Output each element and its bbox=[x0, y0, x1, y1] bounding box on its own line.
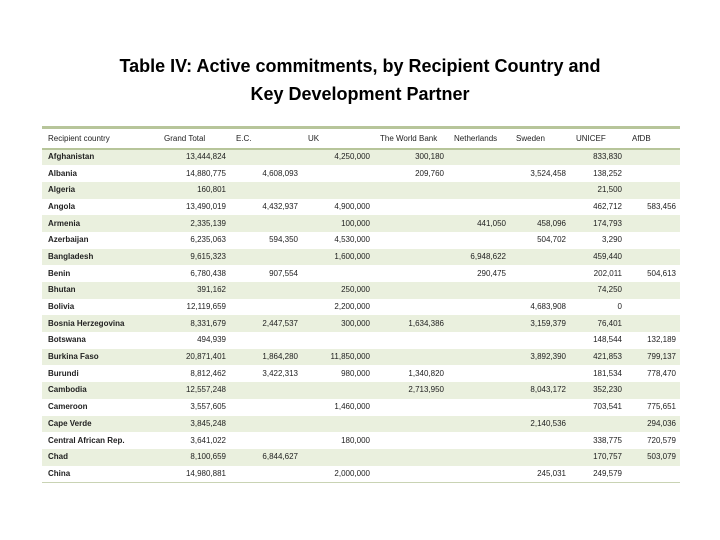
amount-cell: 4,900,000 bbox=[334, 201, 370, 211]
amount-cell: 458,096 bbox=[537, 218, 566, 228]
amount-cell: 594,350 bbox=[269, 235, 298, 245]
amount-cell bbox=[448, 432, 510, 449]
amount-cell: 170,757 bbox=[593, 452, 622, 462]
amount-cell: 12,557,248 bbox=[185, 385, 226, 395]
amount-cell bbox=[448, 466, 510, 483]
amount-cell bbox=[448, 232, 510, 249]
table-header-row bbox=[42, 128, 680, 149]
amount-cell bbox=[230, 182, 302, 199]
amount-cell: 421,853 bbox=[593, 352, 622, 362]
amount-cell bbox=[230, 215, 302, 232]
amount-cell: 8,043,172 bbox=[530, 385, 566, 395]
amount-cell: 132,189 bbox=[647, 335, 676, 345]
amount-cell: 202,011 bbox=[593, 268, 622, 278]
amount-cell: 76,401 bbox=[597, 318, 622, 328]
amount-cell bbox=[302, 449, 374, 466]
amount-cell bbox=[626, 282, 680, 299]
amount-cell bbox=[374, 199, 448, 216]
amount-cell: 778,470 bbox=[647, 368, 676, 378]
country-cell: Azerbaijan bbox=[48, 235, 89, 245]
amount-cell: 13,490,019 bbox=[185, 201, 226, 211]
amount-cell bbox=[626, 149, 680, 166]
country-cell: Algeria bbox=[48, 185, 76, 195]
amount-cell: 300,000 bbox=[341, 318, 370, 328]
amount-cell: 12,119,659 bbox=[186, 302, 226, 312]
amount-cell bbox=[302, 332, 374, 349]
amount-cell: 799,137 bbox=[647, 352, 676, 362]
amount-cell bbox=[230, 299, 302, 316]
amount-cell: 245,031 bbox=[537, 468, 566, 478]
table-row bbox=[42, 249, 680, 266]
amount-cell: 181,534 bbox=[593, 368, 622, 378]
amount-cell: 720,579 bbox=[647, 435, 676, 445]
amount-cell bbox=[510, 249, 570, 266]
amount-cell bbox=[510, 265, 570, 282]
amount-cell bbox=[374, 432, 448, 449]
commitments-table bbox=[42, 126, 680, 482]
amount-cell bbox=[510, 449, 570, 466]
amount-cell bbox=[626, 165, 680, 182]
amount-cell bbox=[374, 449, 448, 466]
amount-cell bbox=[230, 149, 302, 166]
amount-cell bbox=[302, 182, 374, 199]
amount-cell bbox=[374, 416, 448, 433]
amount-cell: 2,335,139 bbox=[190, 218, 226, 228]
amount-cell: 504,613 bbox=[647, 268, 676, 278]
column-header: E.C. bbox=[230, 128, 302, 149]
amount-cell: 462,712 bbox=[593, 201, 622, 211]
amount-cell: 300,180 bbox=[415, 152, 444, 162]
amount-cell bbox=[302, 265, 374, 282]
amount-cell: 494,939 bbox=[197, 335, 226, 345]
table-row bbox=[42, 432, 680, 449]
amount-cell: 8,812,462 bbox=[190, 368, 226, 378]
country-cell: Afghanistan bbox=[48, 152, 95, 162]
country-cell: Albania bbox=[48, 168, 77, 178]
amount-cell: 138,252 bbox=[593, 168, 622, 178]
amount-cell: 6,780,438 bbox=[190, 268, 226, 278]
amount-cell: 703,541 bbox=[593, 402, 622, 412]
amount-cell: 6,844,627 bbox=[262, 452, 298, 462]
amount-cell: 20,871,401 bbox=[185, 352, 226, 362]
amount-cell bbox=[374, 299, 448, 316]
amount-cell: 6,235,063 bbox=[190, 235, 226, 245]
amount-cell: 4,250,000 bbox=[334, 152, 370, 162]
table-row bbox=[42, 199, 680, 216]
country-cell: Cambodia bbox=[48, 385, 87, 395]
amount-cell: 6,948,622 bbox=[470, 251, 506, 261]
amount-cell bbox=[448, 449, 510, 466]
amount-cell: 0 bbox=[617, 302, 622, 312]
table-row bbox=[42, 399, 680, 416]
amount-cell bbox=[626, 215, 680, 232]
amount-cell bbox=[626, 315, 680, 332]
country-cell: Central African Rep. bbox=[48, 435, 125, 445]
amount-cell bbox=[448, 199, 510, 216]
amount-cell bbox=[626, 299, 680, 316]
country-cell: Armenia bbox=[48, 218, 81, 228]
amount-cell bbox=[302, 165, 374, 182]
amount-cell: 3,557,605 bbox=[190, 402, 226, 412]
amount-cell: 249,579 bbox=[593, 468, 622, 478]
amount-cell: 209,760 bbox=[415, 168, 444, 178]
amount-cell: 775,651 bbox=[647, 402, 676, 412]
amount-cell: 290,475 bbox=[477, 268, 506, 278]
amount-cell bbox=[230, 249, 302, 266]
amount-cell bbox=[448, 282, 510, 299]
table-row bbox=[42, 182, 680, 199]
amount-cell bbox=[510, 432, 570, 449]
amount-cell bbox=[230, 282, 302, 299]
country-cell: Cameroon bbox=[48, 402, 88, 412]
amount-cell bbox=[448, 416, 510, 433]
amount-cell: 459,440 bbox=[593, 251, 622, 261]
amount-cell bbox=[230, 332, 302, 349]
amount-cell: 9,615,323 bbox=[190, 251, 226, 261]
amount-cell bbox=[230, 382, 302, 399]
column-header: Recipient country bbox=[42, 128, 158, 149]
amount-cell: 503,079 bbox=[647, 452, 676, 462]
amount-cell bbox=[510, 182, 570, 199]
table-title-line-1: Table IV: Active commitments, by Recipient Country and bbox=[119, 56, 601, 76]
column-header: UK bbox=[302, 128, 374, 149]
amount-cell bbox=[374, 215, 448, 232]
amount-cell: 3,422,313 bbox=[262, 368, 298, 378]
amount-cell: 160,801 bbox=[197, 185, 226, 195]
column-header: AfDB bbox=[626, 128, 680, 149]
amount-cell bbox=[448, 182, 510, 199]
amount-cell bbox=[510, 149, 570, 166]
amount-cell bbox=[374, 265, 448, 282]
country-cell: Cape Verde bbox=[48, 418, 92, 428]
amount-cell bbox=[374, 282, 448, 299]
amount-cell: 3,290 bbox=[601, 235, 622, 245]
column-header: UNICEF bbox=[570, 128, 626, 149]
table-row bbox=[42, 265, 680, 282]
amount-cell: 3,524,458 bbox=[530, 168, 566, 178]
amount-cell: 3,892,390 bbox=[530, 352, 566, 362]
amount-cell: 174,793 bbox=[593, 218, 622, 228]
amount-cell: 2,000,000 bbox=[334, 468, 370, 478]
amount-cell bbox=[510, 399, 570, 416]
amount-cell: 1,634,386 bbox=[408, 318, 444, 328]
amount-cell: 4,432,937 bbox=[262, 201, 298, 211]
country-cell: China bbox=[48, 468, 71, 478]
amount-cell bbox=[510, 199, 570, 216]
amount-cell bbox=[510, 365, 570, 382]
table-title bbox=[0, 52, 720, 108]
amount-cell: 180,000 bbox=[341, 435, 370, 445]
amount-cell: 100,000 bbox=[341, 218, 370, 228]
amount-cell: 4,683,908 bbox=[530, 302, 566, 312]
amount-cell: 1,864,280 bbox=[262, 352, 298, 362]
amount-cell bbox=[230, 432, 302, 449]
amount-cell: 3,159,379 bbox=[530, 318, 566, 328]
amount-cell bbox=[626, 382, 680, 399]
amount-cell bbox=[374, 349, 448, 366]
table-row bbox=[42, 449, 680, 466]
amount-cell: 8,100,659 bbox=[190, 452, 226, 462]
amount-cell: 2,713,950 bbox=[408, 385, 444, 395]
column-header: Netherlands bbox=[448, 128, 510, 149]
table-body bbox=[42, 149, 680, 483]
amount-cell: 833,830 bbox=[593, 152, 622, 162]
amount-cell: 2,447,537 bbox=[262, 318, 298, 328]
amount-cell: 250,000 bbox=[341, 285, 370, 295]
amount-cell bbox=[448, 365, 510, 382]
amount-cell: 13,444,824 bbox=[185, 152, 226, 162]
amount-cell bbox=[374, 332, 448, 349]
amount-cell: 4,608,093 bbox=[262, 168, 298, 178]
amount-cell bbox=[374, 466, 448, 483]
column-header: Grand Total bbox=[158, 128, 230, 149]
amount-cell: 441,050 bbox=[477, 218, 506, 228]
amount-cell bbox=[448, 165, 510, 182]
country-cell: Angola bbox=[48, 201, 76, 211]
amount-cell bbox=[230, 416, 302, 433]
column-header: Sweden bbox=[510, 128, 570, 149]
country-cell: Bhutan bbox=[48, 285, 76, 295]
amount-cell: 980,000 bbox=[341, 368, 370, 378]
table-row bbox=[42, 282, 680, 299]
amount-cell: 14,880,775 bbox=[185, 168, 226, 178]
amount-cell bbox=[626, 182, 680, 199]
amount-cell bbox=[626, 232, 680, 249]
amount-cell: 8,331,679 bbox=[190, 318, 226, 328]
amount-cell: 504,702 bbox=[537, 235, 566, 245]
table-row bbox=[42, 232, 680, 249]
amount-cell bbox=[230, 466, 302, 483]
amount-cell: 21,500 bbox=[597, 185, 622, 195]
country-cell: Burundi bbox=[48, 368, 79, 378]
amount-cell bbox=[302, 416, 374, 433]
column-header: The World Bank bbox=[374, 128, 448, 149]
country-cell: Botswana bbox=[48, 335, 86, 345]
table-row bbox=[42, 365, 680, 382]
amount-cell: 583,456 bbox=[647, 201, 676, 211]
amount-cell: 1,460,000 bbox=[334, 402, 370, 412]
commitments-table-container bbox=[42, 126, 680, 483]
amount-cell bbox=[448, 149, 510, 166]
amount-cell bbox=[374, 232, 448, 249]
amount-cell bbox=[510, 332, 570, 349]
table-row bbox=[42, 382, 680, 399]
amount-cell: 3,845,248 bbox=[190, 418, 226, 428]
amount-cell bbox=[570, 416, 626, 433]
table-row bbox=[42, 416, 680, 433]
amount-cell bbox=[448, 299, 510, 316]
amount-cell: 2,200,000 bbox=[334, 302, 370, 312]
amount-cell: 148,544 bbox=[593, 335, 622, 345]
amount-cell: 352,230 bbox=[593, 385, 622, 395]
amount-cell: 294,036 bbox=[647, 418, 676, 428]
country-cell: Burkina Faso bbox=[48, 352, 99, 362]
amount-cell bbox=[374, 182, 448, 199]
amount-cell: 1,600,000 bbox=[334, 251, 370, 261]
amount-cell bbox=[448, 349, 510, 366]
table-row bbox=[42, 149, 680, 166]
country-cell: Benin bbox=[48, 268, 71, 278]
amount-cell bbox=[448, 315, 510, 332]
country-cell: Bosnia Herzegovina bbox=[48, 318, 125, 328]
amount-cell: 74,250 bbox=[597, 285, 622, 295]
amount-cell bbox=[510, 282, 570, 299]
amount-cell: 14,980,881 bbox=[185, 468, 226, 478]
amount-cell bbox=[448, 399, 510, 416]
amount-cell bbox=[626, 466, 680, 483]
table-row bbox=[42, 165, 680, 182]
amount-cell bbox=[448, 332, 510, 349]
country-cell: Bolivia bbox=[48, 302, 75, 312]
table-row bbox=[42, 215, 680, 232]
table-title-line-2: Key Development Partner bbox=[250, 84, 470, 104]
amount-cell: 4,530,000 bbox=[334, 235, 370, 245]
country-cell: Chad bbox=[48, 452, 68, 462]
amount-cell: 391,162 bbox=[197, 285, 226, 295]
table-row bbox=[42, 299, 680, 316]
country-cell: Bangladesh bbox=[48, 251, 94, 261]
amount-cell: 2,140,536 bbox=[530, 418, 566, 428]
amount-cell: 907,554 bbox=[269, 268, 298, 278]
amount-cell bbox=[230, 399, 302, 416]
amount-cell bbox=[302, 382, 374, 399]
amount-cell: 1,340,820 bbox=[408, 368, 444, 378]
amount-cell bbox=[448, 382, 510, 399]
amount-cell bbox=[626, 249, 680, 266]
amount-cell: 11,850,000 bbox=[330, 352, 370, 362]
amount-cell: 3,641,022 bbox=[190, 435, 226, 445]
amount-cell bbox=[374, 249, 448, 266]
amount-cell: 338,775 bbox=[593, 435, 622, 445]
table-row bbox=[42, 349, 680, 366]
table-row bbox=[42, 332, 680, 349]
amount-cell bbox=[374, 399, 448, 416]
table-row bbox=[42, 466, 680, 483]
table-row bbox=[42, 315, 680, 332]
